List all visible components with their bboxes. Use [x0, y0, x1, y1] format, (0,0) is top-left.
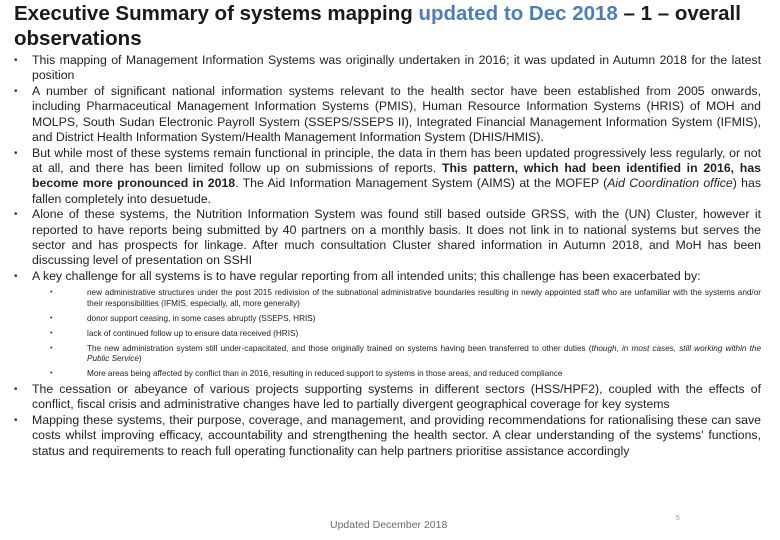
bullet-item-7	[14, 413, 761, 459]
bullet-text-3-italic: Aid Coordination office	[607, 176, 733, 191]
sub-bullet-text-3: lack of continued follow up to ensure data received (HRIS)	[87, 328, 299, 338]
sub-bullet-item-5	[50, 369, 761, 380]
sub-bullet-item-3	[50, 329, 761, 340]
sub-bullet-glyph: •	[50, 344, 53, 352]
sub-bullet-glyph: •	[50, 370, 53, 378]
bullet-glyph: •	[14, 147, 18, 159]
bullet-text-7: Mapping these systems, their purpose, coverage, and management, and providing recommendations for rationalising these can save costs whilst improving efficacy, accountability and strengthening the health sector. A clear understanding of the systems' functions, status and requirements to reach full operating functionality can help partners prioritise assistance accordingly	[32, 413, 761, 458]
bullet-text-3c: ) has fallen completely into desuetude.	[32, 176, 761, 206]
bullet-glyph: •	[14, 55, 18, 66]
sub-bullet-glyph: •	[50, 289, 53, 297]
sub-bullet-item-1	[50, 288, 761, 310]
bullet-glyph: •	[14, 271, 18, 283]
bullet-text-4: Alone of these systems, the Nutrition Information System was found still based outside GRSS, with the (UN) Cluster, however it reported to have reports being submitted by 40 partners on a monthly basis. It does not link in to national systems but serves the sector and has prospects for linkage. After much consultation Cluster shared information in Autumn 2018, and MoH has been discussing level of presentation on SSHI	[32, 207, 761, 268]
bullet-text-5: A key challenge for all systems is to have regular reporting from all intended units; this challenge has been exacerbated by:	[32, 269, 701, 284]
sub-bullet-list	[32, 288, 761, 380]
sub-bullet-text-5: More areas being affected by conflict than in 2016, resulting in reduced support to systems in those areas, and reduced compliance	[87, 369, 563, 379]
sub-bullet-glyph: •	[50, 329, 53, 337]
title-part-2: – 1 – overall observations	[14, 2, 741, 50]
sub-bullet-text-4b: )	[138, 354, 142, 364]
title-highlight: updated to Dec 2018	[418, 2, 618, 25]
sub-bullet-item-4	[50, 344, 761, 366]
bullet-text-1: This mapping of Management Information Systems was originally undertaken in 2016; it was updated in Autumn 2018 for the latest position	[32, 53, 761, 83]
page-number: 5	[676, 515, 680, 522]
sub-bullet-text-1: new administrative structures under the post 2015 redivision of the subnational administrative boundaries resulting in newly appointed staff who are unfamiliar with the systems and/or their responsibilities (IFMIS, especially, all, more generally)	[87, 288, 761, 309]
bullet-text-3b: . The Aid Information Management System (AIMS) at the MOFEP (	[235, 176, 608, 191]
footer-date: Updated December 2018	[330, 519, 448, 531]
sub-bullet-text-4-italic: though, in most cases, still working within the Public Service	[87, 343, 762, 364]
bullet-item-6	[14, 382, 761, 413]
main-bullet-list	[14, 53, 761, 460]
bullet-glyph: •	[14, 384, 18, 396]
sub-bullet-text-4a: The new administration system still under-capacitated, and those originally trained on systems having been transferred to other duties (	[87, 343, 592, 353]
bullet-glyph: •	[14, 209, 18, 221]
slide-title	[14, 1, 774, 51]
sub-bullet-text-2: donor support ceasing, in some cases abruptly (SSEPS, HRIS)	[87, 314, 316, 324]
bullet-text-3a: But while most of these systems remain functional in principle, the data in them has been updated progressively less regularly, or not at all, and there has been limited follow up on submissions of reports.	[32, 145, 761, 176]
title-part-1: Executive Summary of systems mapping	[14, 2, 419, 25]
bullet-item-2	[14, 84, 761, 145]
bullet-glyph: •	[14, 86, 18, 98]
sub-bullet-item-2	[50, 314, 761, 325]
bullet-item-5	[14, 269, 761, 380]
bullet-text-3-bold: This pattern, which had been identified in 2016, has become more pronounced in 2018	[32, 161, 762, 191]
bullet-glyph: •	[14, 415, 18, 427]
bullet-item-1	[14, 53, 761, 84]
bullet-item-3	[14, 146, 761, 207]
bullet-text-6: The cessation or abeyance of various projects supporting systems in different sectors (HSS/HPF2), coupled with the effects of conflict, fiscal crisis and administrative changes have led to partially divergent geographical coverage for key systems	[32, 382, 761, 412]
sub-bullet-glyph: •	[50, 315, 53, 323]
bullet-item-4	[14, 207, 761, 268]
bullet-text-2: A number of significant national information systems relevant to the health sector have been established from 2005 onwards, including Pharmaceutical Management Information Systems (PMIS), Human Resource Information Systems (HRIS) of MOH and MOLPS, South Sudan Electronic Payroll System (SSEPS/SSEPS II), Integrated Financial Management Information System (IFMIS), and District Health Information System/Health Management Information System (DHIS/HMIS).	[32, 84, 761, 144]
